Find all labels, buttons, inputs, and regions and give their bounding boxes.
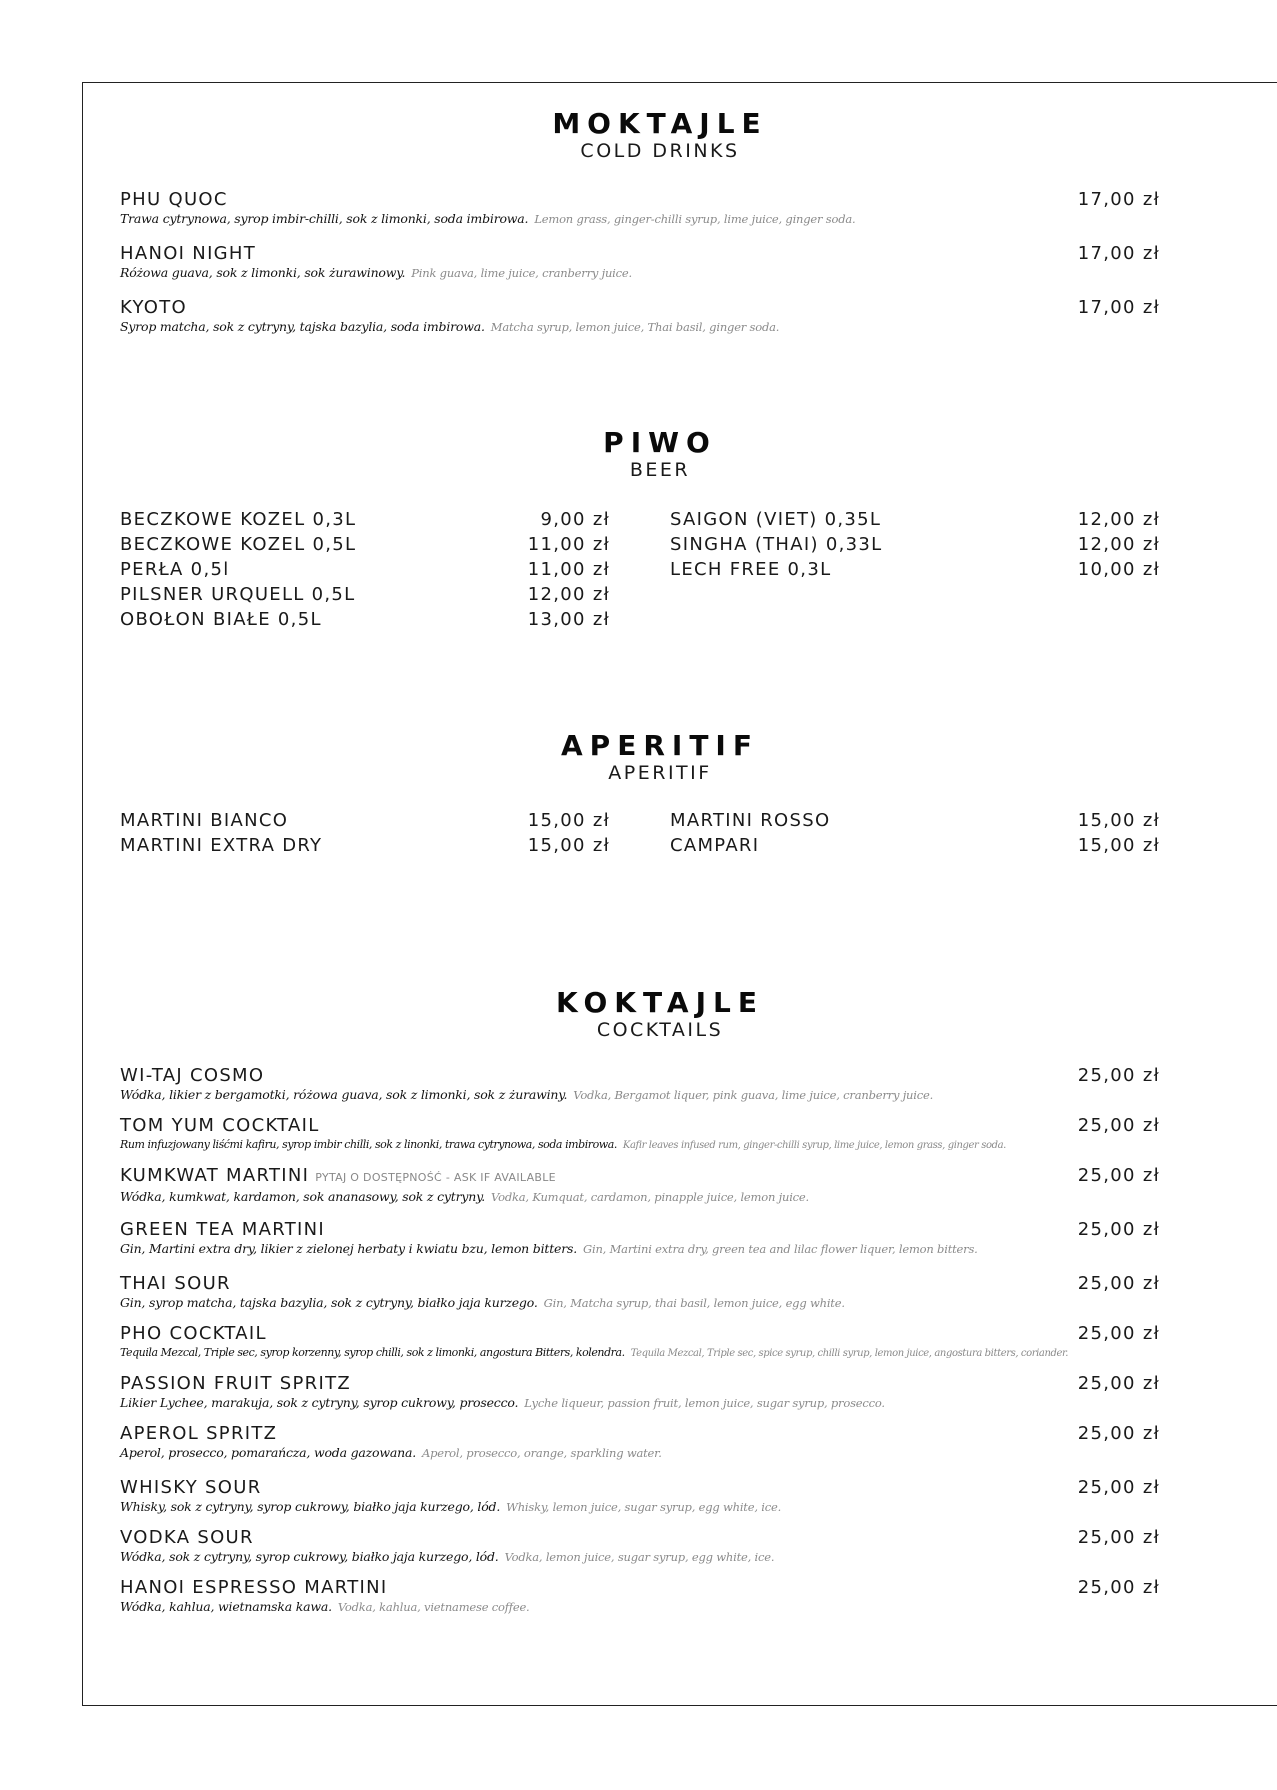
desc-en: Gin, Matcha syrup, thai basil, lemon juice, egg white. [543,1296,845,1310]
item-description [120,1445,1160,1461]
item-description [120,1499,1160,1515]
desc-pl: Whisky, sok z cytryny, syrop cukrowy, białko jaja kurzego, lód. [120,1499,501,1514]
item-name: WHISKY SOUR [120,1477,262,1498]
section-header [140,730,1180,784]
item-description [120,1395,1160,1411]
menu-item [120,297,1160,335]
menu-item [120,532,610,557]
desc-pl: Wódka, sok z cytryny, syrop cukrowy, białko jaja kurzego, lód. [120,1549,499,1564]
menu-item [120,582,610,607]
item-description [120,319,1160,335]
item-description [120,1087,1160,1103]
menu-item [120,1273,1160,1323]
item-description [120,265,1160,281]
menu-item [120,1165,1160,1219]
menu-item [120,607,610,632]
item-name: PERŁA 0,5l [120,559,230,580]
menu-item [120,833,610,858]
item-price: 15,00 zł [527,810,610,831]
item-name: PASSION FRUIT SPRITZ [120,1373,352,1394]
menu-item [120,557,610,582]
desc-pl: Syrop matcha, sok z cytryny, tajska bazylia, soda imbirowa. [120,319,485,334]
item-price: 15,00 zł [527,835,610,856]
availability-note: PYTAJ O DOSTĘPNOŚĆ - ASK IF AVAILABLE [315,1171,556,1184]
menu-item [120,808,610,833]
desc-pl: Gin, Martini extra dry, likier z zielonej herbaty i kwiatu bzu, lemon bitters. [120,1241,577,1256]
section-header [140,987,1180,1041]
menu-item [120,1423,1160,1477]
menu-item [670,507,1160,532]
item-price: 25,00 zł [1077,1219,1160,1240]
menu-item [120,507,610,532]
item-price: 13,00 zł [527,609,610,630]
item-price: 10,00 zł [1077,559,1160,580]
item-price: 15,00 zł [1077,810,1160,831]
item-name: VODKA SOUR [120,1527,254,1548]
desc-pl: Gin, syrop matcha, tajska bazylia, sok z cytryny, białko jaja kurzego. [120,1295,538,1310]
item-description [120,211,1160,227]
menu-item [120,1323,1160,1373]
desc-en: Matcha syrup, lemon juice, Thai basil, ginger soda. [490,320,780,334]
item-price: 12,00 zł [527,584,610,605]
item-price: 17,00 zł [1077,243,1160,264]
desc-en: Kafir leaves infused rum, ginger-chilli syrup, lime juice, lemon grass, ginger soda. [622,1140,1006,1151]
item-name [120,1165,556,1189]
desc-en: Aperol, prosecco, orange, sparkling water. [422,1446,662,1460]
item-name: PHO COCKTAIL [120,1323,267,1344]
section-title: APERITIF [561,729,759,762]
item-name-text: KUMKWAT MARTINI [120,1165,310,1186]
item-description [120,1599,1160,1615]
item-name: CAMPARI [670,835,760,856]
item-name: MARTINI EXTRA DRY [120,835,323,856]
item-price: 17,00 zł [1077,297,1160,318]
item-price: 12,00 zł [1077,509,1160,530]
desc-en: Gin, Martini extra dry, green tea and lilac flower liquer, lemon bitters. [583,1242,978,1256]
section-header [140,108,1180,162]
desc-pl: Trawa cytrynowa, syrop imbir-chilli, sok z limonki, soda imbirowa. [120,211,529,226]
desc-en: Whisky, lemon juice, sugar syrup, egg white, ice. [506,1500,782,1514]
item-name: SAIGON (VIET) 0,35L [670,509,882,530]
beer-list-right [670,507,1160,632]
item-name: PHU QUOC [120,189,228,210]
menu-item [120,1219,1160,1273]
desc-en: Vodka, lemon juice, sugar syrup, egg white, ice. [504,1550,775,1564]
section-koktajle [120,987,1160,1627]
item-description [120,1137,1160,1154]
menu-item [670,833,1160,858]
menu-item [120,1577,1160,1627]
item-price: 11,00 zł [527,534,610,555]
desc-en: Pink guava, lime juice, cranberry juice. [411,266,632,280]
item-name: BECZKOWE KOZEL 0,3L [120,509,357,530]
item-name: OBOŁON BIAŁE 0,5L [120,609,322,630]
section-title: MOKTAJLE [552,107,768,140]
menu-item [120,1373,1160,1423]
desc-pl: Tequila Mezcal, Triple sec, syrop korzenny, syrop chilli, sok z limonki, angostura Bitters, kolendra. [120,1346,625,1359]
section-header [140,427,1180,481]
item-name: KYOTO [120,297,188,318]
desc-en: Lemon grass, ginger-chilli syrup, lime juice, ginger soda. [534,212,856,226]
desc-en: Vodka, Kumquat, cardamon, pinapple juice, lemon juice. [491,1190,809,1204]
item-price: 12,00 zł [1077,534,1160,555]
item-description [120,1189,1160,1205]
item-name: THAI SOUR [120,1273,231,1294]
menu-item [670,557,1160,582]
desc-pl: Wódka, kahlua, wietnamska kawa. [120,1599,332,1614]
item-price: 25,00 zł [1077,1323,1160,1344]
desc-pl: Wódka, likier z bergamotki, różowa guava, sok z limonki, sok z żurawiny. [120,1087,568,1102]
section-title: PIWO [603,426,717,459]
item-name: WI-TAJ COSMO [120,1065,265,1086]
item-description [120,1549,1160,1565]
menu-item [120,1115,1160,1165]
item-description [120,1345,1160,1362]
item-description [120,1241,1160,1257]
item-price: 25,00 zł [1077,1577,1160,1598]
aperitif-list-right [670,808,1160,858]
item-price: 15,00 zł [1077,835,1160,856]
item-name: GREEN TEA MARTINI [120,1219,326,1240]
desc-pl: Likier Lychee, marakuja, sok z cytryny, syrop cukrowy, prosecco. [120,1395,519,1410]
item-name: HANOI ESPRESSO MARTINI [120,1577,388,1598]
menu-item [120,243,1160,281]
desc-pl: Wódka, kumkwat, kardamon, sok ananasowy, sok z cytryny. [120,1189,486,1204]
item-name: BECZKOWE KOZEL 0,5L [120,534,357,555]
section-piwo [120,427,1160,632]
menu-item [120,1477,1160,1527]
item-price: 25,00 zł [1077,1065,1160,1086]
item-name: PILSNER URQUELL 0,5L [120,584,356,605]
item-price: 25,00 zł [1077,1165,1160,1186]
desc-en: Vodka, kahlua, vietnamese coffee. [337,1600,530,1614]
beer-list-left [120,507,610,632]
item-name: APEROL SPRITZ [120,1423,278,1444]
item-price: 25,00 zł [1077,1477,1160,1498]
item-price: 25,00 zł [1077,1373,1160,1394]
section-subtitle: BEER [629,459,691,481]
item-price: 25,00 zł [1077,1423,1160,1444]
menu-item [120,1065,1160,1115]
desc-en: Tequila Mezcal, Triple sec, spice syrup, chilli syrup, lemon juice, angostura bitters, coriander. [630,1348,1069,1359]
desc-pl: Aperol, prosecco, pomarańcza, woda gazowana. [120,1445,417,1460]
menu-item [670,808,1160,833]
section-moktajle [120,108,1160,335]
item-price: 25,00 zł [1077,1115,1160,1136]
item-price: 25,00 zł [1077,1273,1160,1294]
item-name: TOM YUM COCKTAIL [120,1115,320,1136]
section-subtitle: APERITIF [608,762,712,784]
section-title: KOKTAJLE [556,986,764,1019]
aperitif-list-left [120,808,610,858]
menu-item [670,532,1160,557]
item-name: HANOI NIGHT [120,243,257,264]
menu-item [120,1527,1160,1577]
section-subtitle: COCKTAILS [596,1019,724,1041]
menu-item [120,189,1160,227]
desc-en: Lyche liqueur, passion fruit, lemon juice, sugar syrup, prosecco. [524,1396,885,1410]
section-subtitle: COLD DRINKS [580,140,740,162]
desc-pl: Różowa guava, sok z limonki, sok żurawinowy. [120,265,406,280]
item-price: 25,00 zł [1077,1527,1160,1548]
item-name: MARTINI BIANCO [120,810,289,831]
item-name: LECH FREE 0,3L [670,559,832,580]
item-description [120,1295,1160,1311]
item-name: MARTINI ROSSO [670,810,831,831]
desc-en: Vodka, Bergamot liquer, pink guava, lime juice, cranberry juice. [573,1088,934,1102]
desc-pl: Rum infuzjowany liśćmi kafiru, syrop imbir chilli, sok z linonki, trawa cytrynowa, soda imbirowa. [120,1138,617,1151]
section-aperitif [120,730,1160,858]
item-name: SINGHA (THAI) 0,33L [670,534,883,555]
item-price: 17,00 zł [1077,189,1160,210]
item-price: 11,00 zł [527,559,610,580]
item-price: 9,00 zł [540,509,610,530]
